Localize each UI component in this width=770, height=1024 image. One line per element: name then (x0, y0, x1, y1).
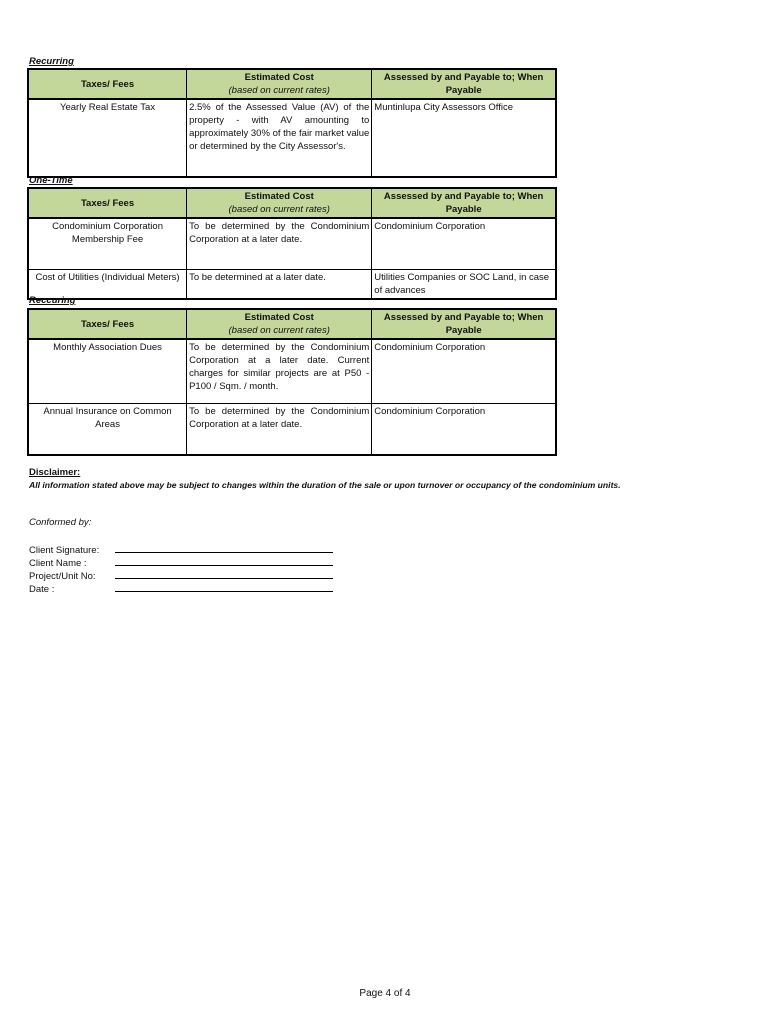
table-row (28, 270, 556, 300)
cost-cell: To be determined by the Condominium Corporation at a later date. (187, 218, 372, 270)
payable-cell: Condominium Corporation (372, 339, 556, 404)
signature-field-label: Project/Unit No: (29, 571, 96, 582)
payable-cell: Muntinlupa City Assessors Office (372, 99, 556, 177)
conformed-by-label: Conformed by: (29, 517, 92, 528)
fee-cell: Cost of Utilities (Individual Meters) (28, 270, 187, 300)
header-fee: Taxes/ Fees (28, 309, 187, 339)
header-cost (187, 69, 372, 99)
cost-cell: To be determined at a later date. (187, 270, 372, 300)
section-label-recurring: Recurring (29, 56, 74, 67)
page-number: Page 4 of 4 (359, 988, 411, 999)
header-fee: Taxes/ Fees (28, 188, 187, 218)
cost-cell: To be determined by the Condominium Corporation at a later date. Current charges for similar projects are at P50 - P100 / Sqm. / month. (187, 339, 372, 404)
header-cost (187, 188, 372, 218)
signature-field-label: Client Name : (29, 558, 87, 569)
signature-field-date (29, 582, 333, 595)
fees-table-recurring (27, 68, 557, 178)
header-cost-title: Estimated Cost (244, 191, 314, 202)
payable-cell: Condominium Corporation (372, 404, 556, 456)
header-payable: Assessed by and Payable to; When Payable (372, 309, 556, 339)
fee-cell: Condominium Corporation Membership Fee (28, 218, 187, 270)
signature-line[interactable] (115, 582, 333, 592)
fee-cell: Monthly Association Dues (28, 339, 187, 404)
fee-cell: Annual Insurance on Common Areas (28, 404, 187, 456)
signature-field-label: Client Signature: (29, 545, 100, 556)
fees-table-one-time (27, 187, 557, 300)
table-header-row (28, 188, 556, 218)
table-row (28, 404, 556, 456)
table-row (28, 339, 556, 404)
payable-cell: Utilities Companies or SOC Land, in case of advances (372, 270, 556, 300)
fee-cell: Yearly Real Estate Tax (28, 99, 187, 177)
section-label-reccuring: Reccuring (29, 295, 76, 306)
header-cost-title: Estimated Cost (244, 312, 314, 323)
header-cost-title: Estimated Cost (244, 72, 314, 83)
signature-line[interactable] (115, 569, 333, 579)
table-header-row (28, 309, 556, 339)
disclaimer-title: Disclaimer: (29, 467, 81, 478)
cost-cell: 2.5% of the Assessed Value (AV) of the property - with AV amounting to approximately 30% of the fair market value or determined by the City Assessor's. (187, 99, 372, 177)
header-fee: Taxes/ Fees (28, 69, 187, 99)
cost-cell: To be determined by the Condominium Corporation at a later date. (187, 404, 372, 456)
header-payable: Assessed by and Payable to; When Payable (372, 188, 556, 218)
signature-field-client-signature (29, 543, 333, 556)
signature-field-client-name (29, 556, 333, 569)
table-header-row (28, 69, 556, 99)
signature-line[interactable] (115, 556, 333, 566)
signature-field-project-unit (29, 569, 333, 582)
signature-field-label: Date : (29, 584, 55, 595)
header-cost-sub: (based on current rates) (228, 204, 330, 215)
header-cost-sub: (based on current rates) (228, 325, 330, 336)
signature-line[interactable] (115, 543, 333, 553)
fees-table-reccuring (27, 308, 557, 456)
section-label-one-time: One-Time (29, 175, 73, 186)
disclaimer-text: All information stated above may be subject to changes within the duration of the sale or upon turnover or occupancy of the condominium units. (29, 480, 621, 490)
header-cost-sub: (based on current rates) (228, 85, 330, 96)
header-payable: Assessed by and Payable to; When Payable (372, 69, 556, 99)
table-row (28, 99, 556, 177)
table-row (28, 218, 556, 270)
payable-cell: Condominium Corporation (372, 218, 556, 270)
header-cost (187, 309, 372, 339)
